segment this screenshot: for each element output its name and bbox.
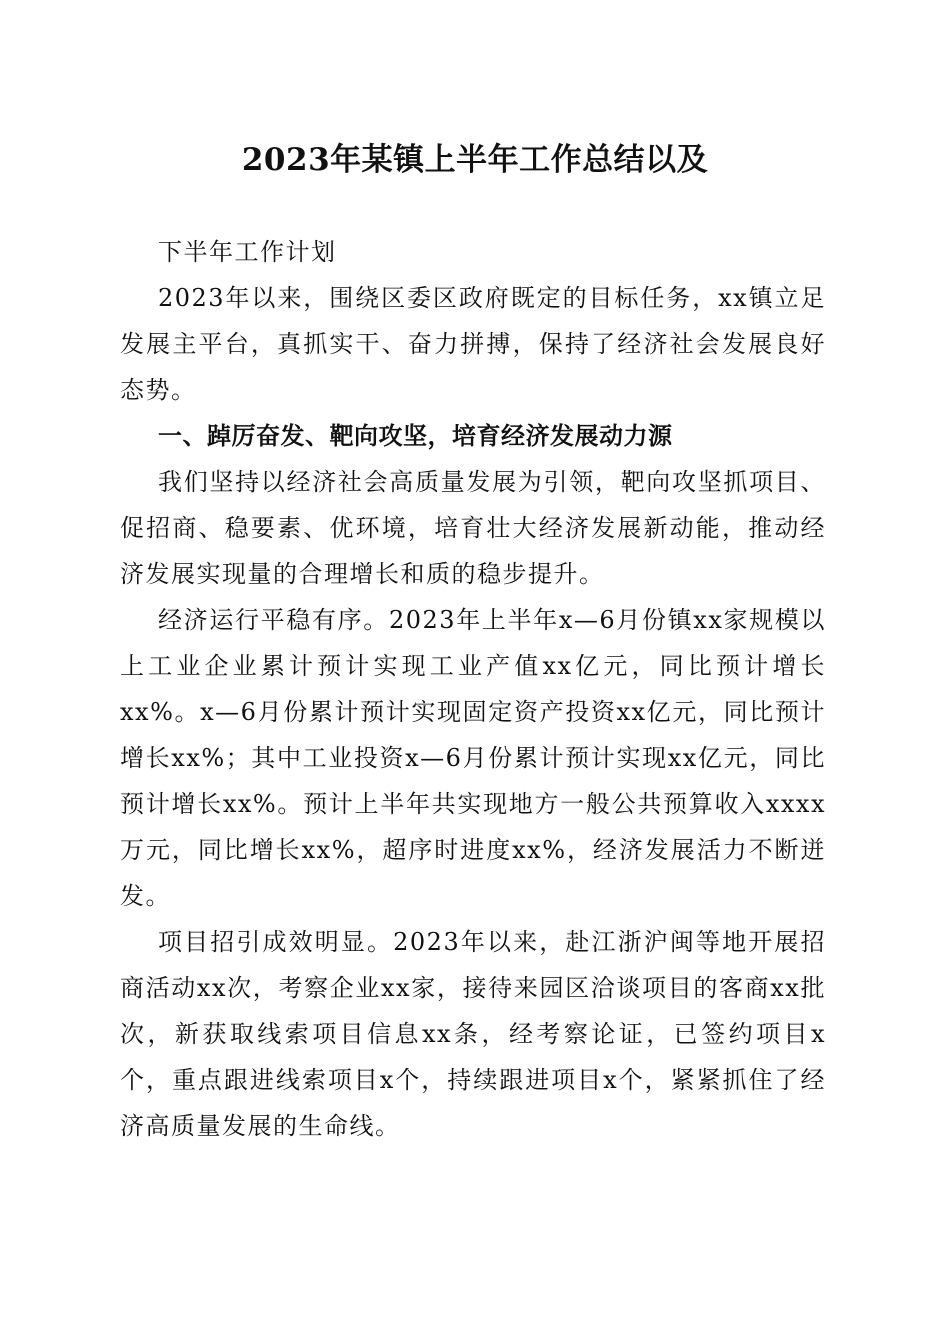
investment-paragraph: 项目招引成效明显。2023年以来，赴江浙沪闽等地开展招商活动xx次，考察企业xx家，接待来园区洽谈项目的客商xx批次，新获取线索项目信息xx条，经考察论证，已签约项目x个，重点跟进线索项目x个，持续跟进项目x个，紧紧抓住了经济高质量发展的生命线。 [120,928,826,1140]
section-heading: 一、踔厉奋发、靶向攻坚，培育经济发展动力源 [158,421,673,450]
subtitle-paragraph: 下半年工作计划 [158,238,337,266]
economy-paragraph: 经济运行平稳有序。2023年上半年x—6月份镇xx家规模以上工业企业累计预计实现工业产值xx亿元，同比预计增长xx%。x—6月份累计预计实现固定资产投资xx亿元，同比预计增长xx%；其中工业投资x—6月份累计预计实现xx亿元，同比预计增长xx%。预计上半年共实现地方一般公共预算收入xxxx万元，同比增长xx%，超序时进度xx%，经济发展活力不断迸发。 [120,606,826,910]
intro-paragraph: 2023年以来，围绕区委区政府既定的目标任务，xx镇立足发展主平台，真抓实干、奋力拼搏，保持了经济社会发展良好态势。 [120,284,826,404]
document-body [120,229,826,1149]
section-intro-paragraph: 我们坚持以经济社会高质量发展为引领，靶向攻坚抓项目、促招商、稳要素、优环境，培育壮大经济发展新动能，推动经济发展实现量的合理增长和质的稳步提升。 [120,468,826,588]
document-title: 2023年某镇上半年工作总结以及 [241,142,709,178]
